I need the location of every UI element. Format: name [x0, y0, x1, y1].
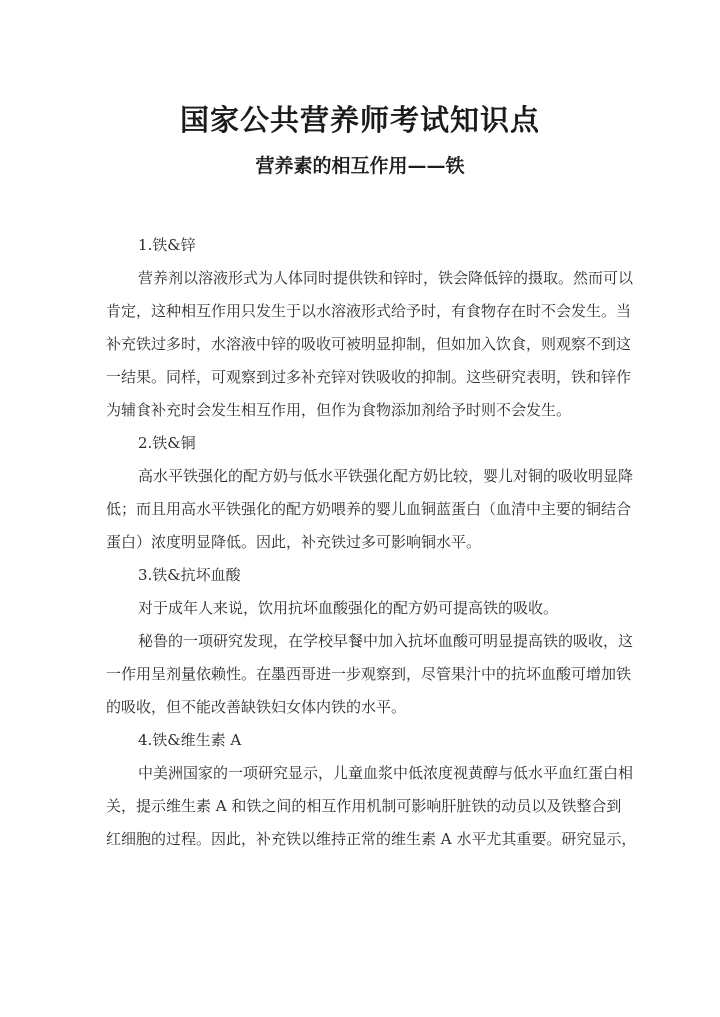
section-iron-ascorbic-acid	[106, 559, 634, 724]
paragraph-line: 一作用呈剂量依赖性。在墨西哥进一步观察到，尽管果汁中的抗坏血酸可增加铁	[106, 665, 632, 683]
paragraph-line: 低；而且用高水平铁强化的配方奶喂养的婴儿血铜蓝蛋白（血清中主要的铜结合	[106, 500, 632, 518]
paragraph-line: 对于成年人来说，饮用抗坏血酸强化的配方奶可提高铁的吸收。	[138, 599, 559, 617]
section-heading: 1.铁&锌	[138, 236, 196, 254]
paragraph-line: 为辅食补充时会发生相互作用，但作为食物添加剂给予时则不会发生。	[106, 401, 572, 419]
document-subtitle: 营养素的相互作用——铁	[255, 155, 465, 177]
section-heading: 4.铁&维生素 A	[138, 731, 242, 749]
section-heading: 2.铁&铜	[138, 434, 196, 452]
paragraph-line: 一结果。同样，可观察到过多补充锌对铁吸收的抑制。这些研究表明，铁和锌作	[106, 368, 632, 386]
paragraph-line: 中美洲国家的一项研究显示，儿童血浆中低浓度视黄醇与低水平血红蛋白相	[138, 764, 634, 782]
paragraph-line: 蛋白）浓度明显降低。因此，补充铁过多可影响铜水平。	[106, 533, 482, 551]
section-iron-vitamin-a	[106, 724, 637, 856]
paragraph-line: 关，提示维生素 A 和铁之间的相互作用机制可影响肝脏铁的动员以及铁整合到	[106, 797, 622, 815]
paragraph-line: 肯定，这种相互作用只发生于以水溶液形式给予时，有食物存在时不会发生。当	[106, 302, 632, 320]
section-heading: 3.铁&抗坏血酸	[138, 566, 241, 584]
paragraph-line: 的吸收，但不能改善缺铁妇女体内铁的水平。	[106, 698, 407, 716]
paragraph-line: 高水平铁强化的配方奶与低水平铁强化配方奶比较，婴儿对铜的吸收明显降	[138, 467, 634, 485]
paragraph-line: 营养剂以溶液形式为人体同时提供铁和锌时，铁会降低锌的摄取。然而可以	[138, 269, 634, 287]
paragraph-line: 补充铁过多时，水溶液中锌的吸收可被明显抑制，但如加入饮食，则观察不到这	[106, 335, 632, 353]
section-iron-zinc	[106, 229, 634, 427]
paragraph-line: 红细胞的过程。因此，补充铁以维持正常的维生素 A 水平尤其重要。研究显示，	[106, 830, 637, 848]
document-body	[106, 229, 637, 856]
section-iron-copper	[106, 427, 634, 559]
document-title: 国家公共营养师考试知识点	[179, 103, 540, 137]
paragraph-line: 秘鲁的一项研究发现，在学校早餐中加入抗坏血酸可明显提高铁的吸收，这	[138, 632, 634, 650]
